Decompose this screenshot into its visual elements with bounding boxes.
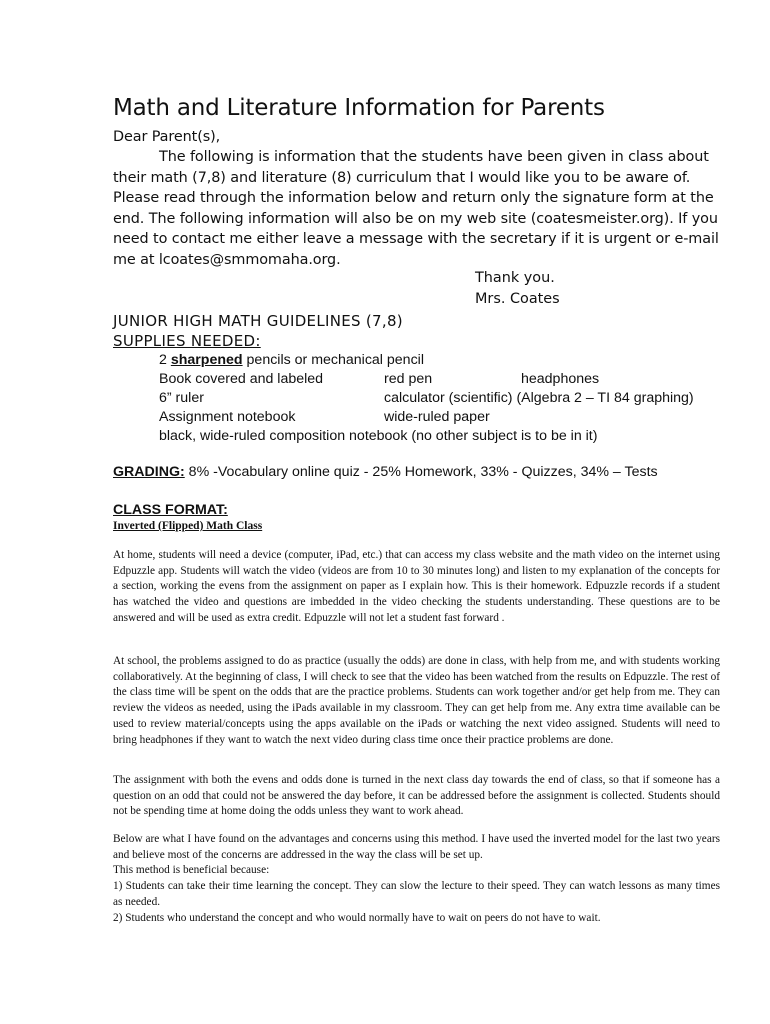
supply-notebook: Assignment notebook	[159, 409, 296, 425]
sharpened-emphasis: sharpened	[170, 352, 243, 368]
math-guidelines-heading: JUNIOR HIGH MATH GUIDELINES (7,8)	[113, 312, 403, 330]
pencils-suffix: pencils or mechanical pencil	[242, 352, 424, 368]
closing: Thank you.	[475, 270, 555, 286]
signature: Mrs. Coates	[475, 291, 560, 307]
grading-label: GRADING:	[113, 464, 185, 480]
benefit-item-1: 1) Students can take their time learning the concept. They can slow the lecture to their speed. They can watch lessons as many times as needed.	[113, 880, 720, 908]
grading-text: 8% -Vocabulary online quiz - 25% Homework, 33% - Quizzes, 34% – Tests	[184, 464, 658, 480]
school-paragraph: At school, the problems assigned to do as practice (usually the odds) are done in class, with help from me, and with students working collaboratively. At the beginning of class, I will check to see that the video has been watched from the results on Edpuzzle. The rest of the class time will be spent on the odds that are the practice problems. Students can work together and/or get help from me. They can review the videos as needed, using the iPads available in my classroom. They can get help from me. Any extra time available can be used to review material/concepts using the apps available on the iPads or watching the next video assigned. Students will need to bring headphones if they want to watch the next video during class time once their practice problems are done.	[113, 655, 720, 746]
supply-paper: wide-ruled paper	[384, 409, 490, 425]
pencils-prefix: 2	[159, 352, 171, 368]
supply-headphones: headphones	[521, 371, 600, 387]
grading-line	[113, 464, 658, 480]
supply-ruler: 6” ruler	[159, 390, 204, 406]
class-format-subheading: Inverted (Flipped) Math Class	[113, 520, 263, 532]
supply-red-pen: red pen	[384, 371, 433, 387]
supply-composition: black, wide-ruled composition notebook (no other subject is to be in it)	[159, 428, 598, 444]
assignment-paragraph: The assignment with both the evens and odds done is turned in the next class day towards the end of class, so that if someone has a question on an odd that could not be answered the day before, it can be addressed before the assignment is collected. Students should not be spending time at home doing the odds unless they want to work ahead.	[113, 774, 720, 818]
benefit-item-2: 2) Students who understand the concept and who would normally have to wait on peers do not have to wait.	[113, 911, 601, 924]
page-title: Math and Literature Information for Parents	[113, 95, 605, 121]
supplies-line-pencils	[159, 352, 424, 368]
intro-text: The following is information that the students have been given in class about their math (7,8) and literature (8) curriculum that I would like you to be aware of. Please read through the information below and return only the signature form at the end. The following information will also be on my web site (coatesmeister.org). If you need to contact me either leave a message with the secretary if it is urgent or e-mail me at lcoates@smmomaha.org.	[113, 149, 719, 268]
supplies-heading: SUPPLIES NEEDED:	[113, 332, 261, 350]
supply-book: Book covered and labeled	[159, 371, 324, 387]
home-paragraph: At home, students will need a device (computer, iPad, etc.) that can access my class website and the math video on the internet using Edpuzzle app. Students will watch the video (videos are from 10 to 30 minutes long) and listen to my explanation of the concepts for a section, working the evens from the assignment on paper as I explain how. This is their homework. Edpuzzle records if a student has watched the video and questions are imbedded in the video checking the students understanding. These questions are to be answered and will be used as extra credit. Edpuzzle will not let a student fast forward .	[113, 549, 720, 624]
advantages-section	[113, 832, 720, 926]
beneficial-heading: This method is beneficial because:	[113, 864, 270, 877]
salutation: Dear Parent(s),	[113, 129, 221, 145]
class-format-heading: CLASS FORMAT:	[113, 502, 228, 518]
supply-calculator: calculator (scientific) (Algebra 2 – TI 84 graphing)	[384, 390, 694, 406]
advantages-intro: Below are what I have found on the advantages and concerns using this method. I have used the inverted model for the last two years and believe most of the concerns are addressed in the way the class will be set up.	[113, 833, 720, 861]
intro-indent	[113, 149, 159, 165]
intro-paragraph	[113, 147, 733, 271]
